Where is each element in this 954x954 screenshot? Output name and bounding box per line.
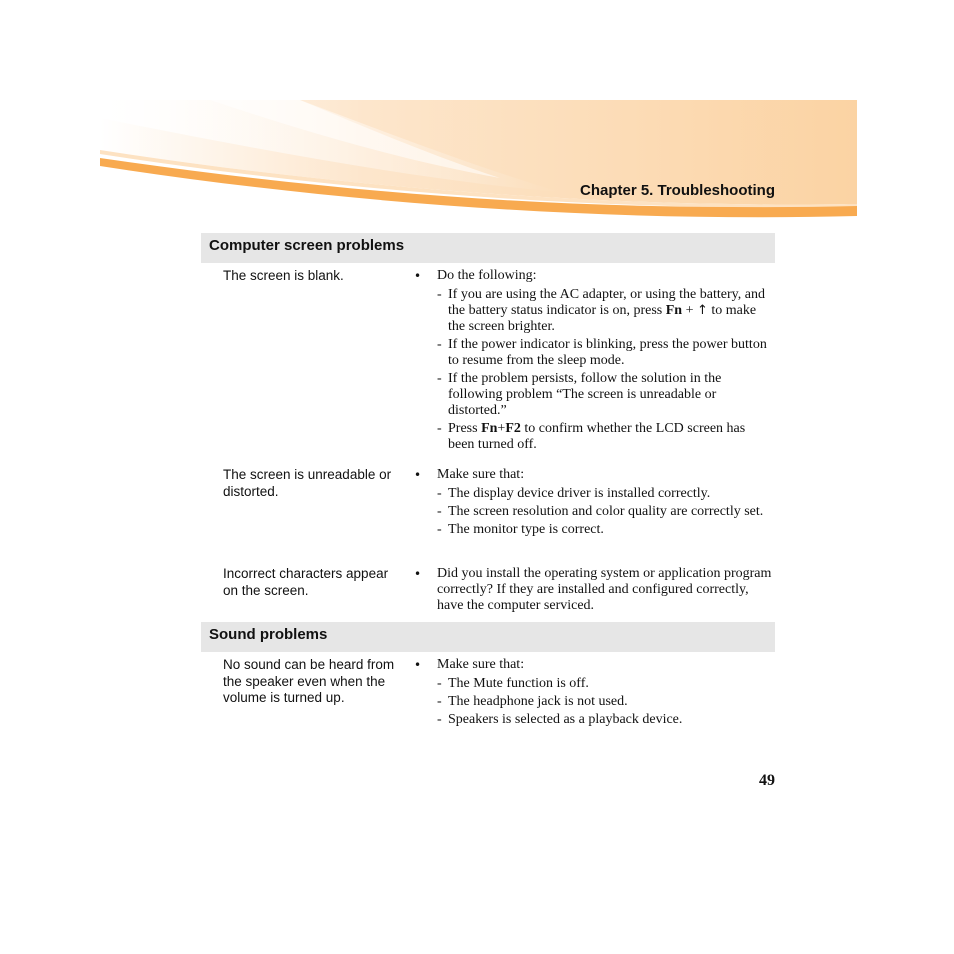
solution-block (414, 268, 774, 455)
up-arrow-key-icon: ↑ (696, 303, 708, 318)
dash-icon: - (437, 712, 442, 727)
dash-icon: - (437, 371, 442, 386)
solution-block (414, 566, 774, 617)
solution-lead: • Did you install the operating system or application program correctly? If they are installed and configured correctly, have the computer serviced. (414, 566, 772, 613)
dash-icon: - (437, 337, 442, 352)
chapter-title: Chapter 5. Troubleshooting (579, 182, 775, 199)
section-title: Computer screen problems (209, 237, 405, 254)
problem-text: The screen is blank. (223, 268, 344, 283)
solution-block (414, 467, 774, 540)
solution-block (414, 657, 774, 730)
page-number: 49 (759, 772, 775, 789)
dash-icon: - (437, 694, 442, 709)
section-title: Sound problems (209, 626, 328, 643)
solution-item: - If you are using the AC adapter, or using the battery, and the battery status indicator is on, press Fn + ↑ to make the screen brighter. (437, 287, 765, 334)
bullet-icon: • (414, 567, 422, 581)
solution-item: - If the problem persists, follow the solution in the following problem “The screen is unreadable or distorted.” (437, 371, 722, 418)
solution-item: - The screen resolution and color quality are correctly set. (437, 504, 764, 519)
dash-icon: - (437, 421, 442, 436)
problem-text: Incorrect characters appear on the screen. (223, 566, 389, 598)
dash-icon: - (437, 504, 442, 519)
solution-item: - If the power indicator is blinking, press the power button to resume from the sleep mode. (437, 337, 767, 368)
dash-icon: - (437, 486, 442, 501)
solution-item: - Press Fn+F2 to confirm whether the LCD screen has been turned off. (437, 421, 746, 452)
bullet-icon: • (414, 468, 422, 482)
problem-text: The screen is unreadable or distorted. (223, 467, 392, 499)
dash-icon: - (437, 522, 442, 537)
solution-item: - The headphone jack is not used. (437, 694, 628, 709)
dash-icon: - (437, 676, 442, 691)
problem-text: No sound can be heard from the speaker even when the volume is turned up. (223, 657, 395, 705)
dash-icon: - (437, 287, 442, 302)
section-header-screen (201, 233, 775, 263)
chapter-header-banner (0, 0, 954, 230)
solution-item: - The Mute function is off. (437, 676, 589, 691)
solution-lead: • Make sure that: (414, 657, 525, 672)
solution-item: - Speakers is selected as a playback device. (437, 712, 683, 727)
solution-item: - The monitor type is correct. (437, 522, 604, 537)
bullet-icon: • (414, 658, 422, 672)
solution-item: - The display device driver is installed correctly. (437, 486, 711, 501)
solution-lead: • Do the following: (414, 268, 537, 283)
solution-lead: • Make sure that: (414, 467, 525, 482)
bullet-icon: • (414, 269, 422, 283)
section-header-sound (201, 622, 775, 652)
